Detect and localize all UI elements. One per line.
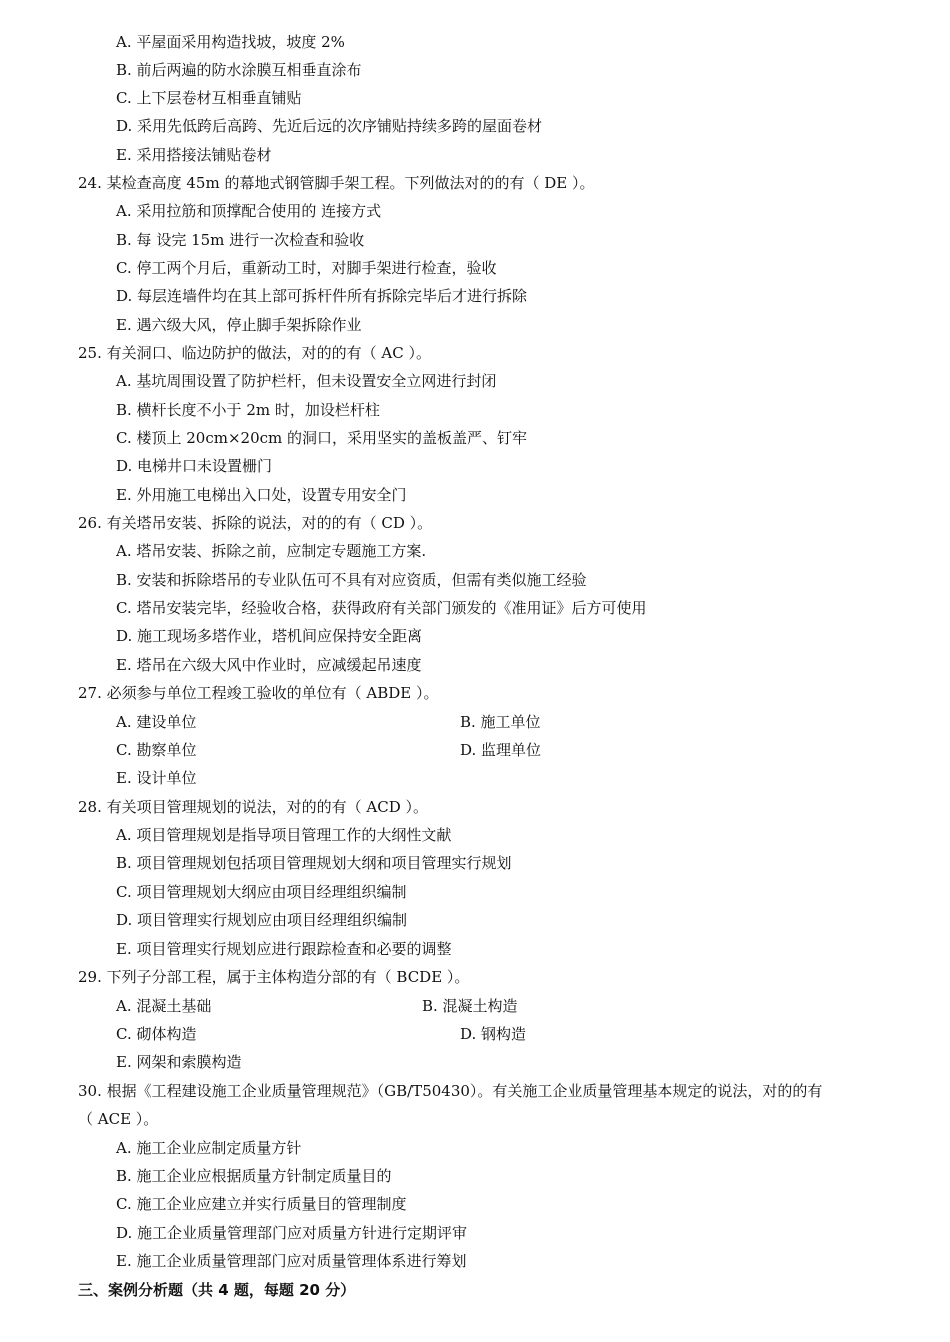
q29-option-d: D. 钢构造	[460, 1025, 527, 1043]
q24-option-a: A. 采用拉筋和顶撑配合使用的 连接方式	[116, 202, 382, 220]
q24-option-d: D. 每层连墙件均在其上部可拆杆件所有拆除完毕后才进行拆除	[116, 287, 528, 305]
q29-option-b: B. 混凝土构造	[422, 997, 518, 1015]
q30-option-e: E. 施工企业质量管理部门应对质量管理体系进行筹划	[116, 1252, 467, 1270]
q23-option-c: C. 上下层卷材互相垂直铺贴	[116, 89, 302, 107]
q23-option-b: B. 前后两遍的防水涂膜互相垂直涂布	[116, 61, 362, 79]
q27-option-b: B. 施工单位	[460, 713, 541, 731]
q28-option-d: D. 项目管理实行规划应由项目经理组织编制	[116, 911, 408, 929]
q25-option-e: E. 外用施工电梯出入口处，设置专用安全门	[116, 486, 407, 504]
q30-stem-continued: （ ACE ）。	[78, 1110, 159, 1128]
q24-stem: 24. 某检查高度 45m 的幕地式钢管脚手架工程。下列做法对的的有（ DE ）。	[78, 174, 595, 192]
q23-option-d: D. 采用先低跨后高跨、先近后远的次序铺贴持续多跨的屋面卷材	[116, 117, 543, 135]
q29-option-c: C. 砌体构造	[116, 1025, 197, 1043]
q28-option-a: A. 项目管理规划是指导项目管理工作的大纲性文献	[116, 826, 452, 844]
q29-option-a: A. 混凝土基础	[116, 997, 212, 1015]
q25-option-c: C. 楼顶上 20cm×20cm 的洞口，采用坚实的盖板盖严、钉牢	[116, 429, 528, 447]
q27-option-e: E. 设计单位	[116, 769, 197, 787]
q24-option-b: B. 每 设完 15m 进行一次检查和验收	[116, 231, 365, 249]
q27-option-c: C. 勘察单位	[116, 741, 197, 759]
q23-option-e: E. 采用搭接法铺贴卷材	[116, 146, 272, 164]
q25-option-a: A. 基坑周围设置了防护栏杆，但未设置安全立网进行封闭	[116, 372, 497, 390]
q29-stem: 29. 下列子分部工程，属于主体构造分部的有（ BCDE ）。	[78, 968, 470, 986]
q23-option-a: A. 平屋面采用构造找坡，坡度 2%	[116, 33, 345, 51]
q26-stem: 26. 有关塔吊安装、拆除的说法，对的的有（ CD ）。	[78, 514, 433, 532]
q26-option-a: A. 塔吊安装、拆除之前，应制定专题施工方案.	[116, 542, 427, 560]
q26-option-b: B. 安装和拆除塔吊的专业队伍可不具有对应资质，但需有类似施工经验	[116, 571, 587, 589]
q24-option-c: C. 停工两个月后，重新动工时，对脚手架进行检查，验收	[116, 259, 497, 277]
q24-option-e: E. 遇六级大风，停止脚手架拆除作业	[116, 316, 362, 334]
q30-option-b: B. 施工企业应根据质量方针制定质量目的	[116, 1167, 392, 1185]
q28-option-e: E. 项目管理实行规划应进行跟踪检查和必要的调整	[116, 940, 452, 958]
q30-option-d: D. 施工企业质量管理部门应对质量方针进行定期评审	[116, 1224, 468, 1242]
q25-stem: 25. 有关洞口、临边防护的做法，对的的有（ AC ）。	[78, 344, 431, 362]
q30-option-a: A. 施工企业应制定质量方针	[116, 1139, 302, 1157]
q26-option-c: C. 塔吊安装完毕，经验收合格，获得政府有关部门颁发的《准用证》后方可使用	[116, 599, 647, 617]
q29-option-e: E. 网架和索膜构造	[116, 1053, 242, 1071]
q26-option-e: E. 塔吊在六级大风中作业时，应减缓起吊速度	[116, 656, 422, 674]
q30-stem: 30. 根据《工程建设施工企业质量管理规范》（GB/T50430）。有关施工企业质量管理基本规定的说法，对的的有	[78, 1082, 823, 1100]
q27-option-d: D. 监理单位	[460, 741, 542, 759]
q27-option-a: A. 建设单位	[116, 713, 197, 731]
q28-option-b: B. 项目管理规划包括项目管理规划大纲和项目管理实行规划	[116, 854, 512, 872]
q26-option-d: D. 施工现场多塔作业，塔机间应保持安全距离	[116, 627, 423, 645]
section-heading: 三、案例分析题（共 4 题，每题 20 分）	[78, 1281, 356, 1299]
q30-option-c: C. 施工企业应建立并实行质量目的管理制度	[116, 1195, 407, 1213]
q25-option-b: B. 横杆长度不小于 2m 时，加设栏杆柱	[116, 401, 380, 419]
q28-option-c: C. 项目管理规划大纲应由项目经理组织编制	[116, 883, 407, 901]
q28-stem: 28. 有关项目管理规划的说法，对的的有（ ACD ）。	[78, 798, 428, 816]
q25-option-d: D. 电梯井口未设置栅门	[116, 457, 273, 475]
q27-stem: 27. 必须参与单位工程竣工验收的单位有（ ABDE ）。	[78, 684, 439, 702]
